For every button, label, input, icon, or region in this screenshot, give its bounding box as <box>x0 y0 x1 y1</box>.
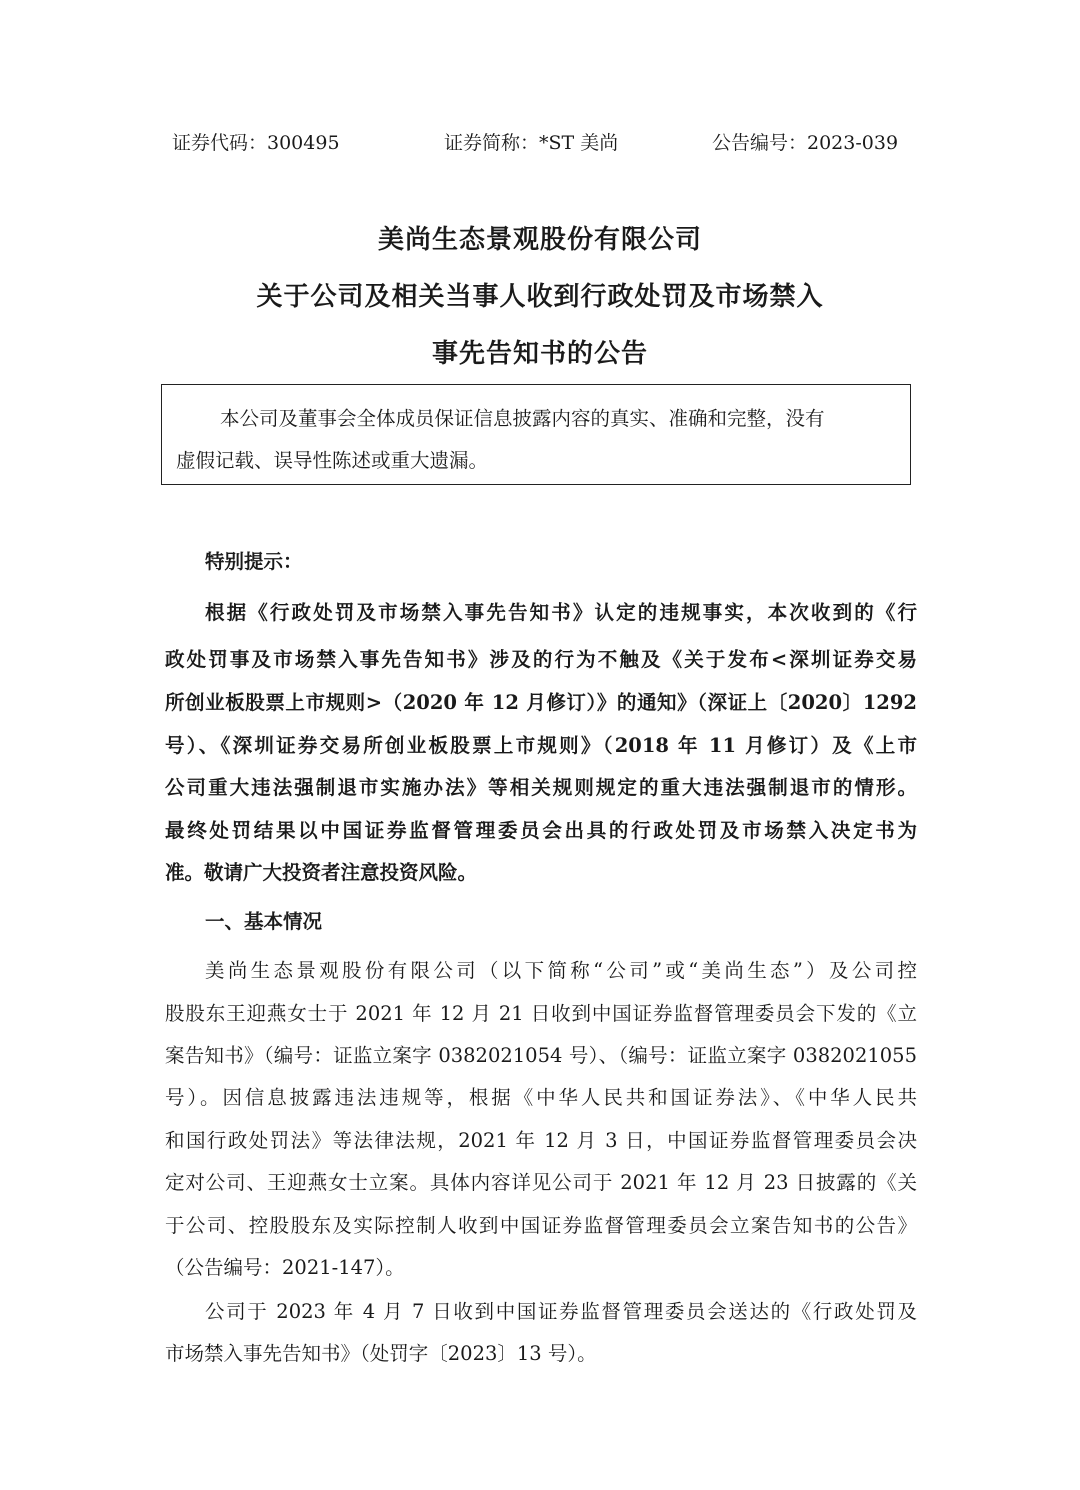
paragraph-line: 股股东王迎燕女士于 2021 年 12 月 21 日收到中国证券监督管理委员会下发的《立 <box>165 1002 917 1025</box>
section-heading: 一、基本情况 <box>205 910 323 933</box>
stock-name: 证券简称：*ST 美尚 <box>444 132 619 154</box>
notice-line: 虚假记载、误导性陈述或重大遗漏。 <box>176 449 489 472</box>
paragraph-line: 公司于 2023 年 4 月 7 日收到中国证券监督管理委员会送达的《行政处罚及 <box>205 1300 917 1323</box>
announcement-title-line2: 事先告知书的公告 <box>431 339 648 369</box>
paragraph-line: 市场禁入事先告知书》（处罚字〔2023〕13 号）。 <box>165 1342 597 1365</box>
paragraph-line: 定对公司、王迎燕女士立案。具体内容详见公司于 2021 年 12 月 23 日披露的《关 <box>165 1171 917 1194</box>
paragraph-line: 和国行政处罚法》等法律法规，2021 年 12 月 3 日，中国证券监督管理委员会决 <box>165 1129 917 1152</box>
notice-line: 本公司及董事会全体成员保证信息披露内容的真实、准确和完整，没有 <box>220 407 825 430</box>
announcement-title-line1: 关于公司及相关当事人收到行政处罚及市场禁入 <box>256 282 824 312</box>
special-notice-line: 所创业板股票上市规则>（2020 年 12 月修订）》的通知》（深证上〔2020〕1292 <box>165 691 917 714</box>
special-notice-line: 政处罚事及市场禁入事先告知书》涉及的行为不触及《关于发布<深圳证券交易 <box>165 648 917 671</box>
paragraph-line: （公告编号：2021-147）。 <box>165 1256 405 1279</box>
special-notice-line: 准。敬请广大投资者注意投资风险。 <box>165 861 478 884</box>
announcement-number: 公告编号：2023-039 <box>712 132 899 154</box>
paragraph-line: 美尚生态景观股份有限公司（以下简称“公司”或“美尚生态”）及公司控 <box>205 959 917 982</box>
stock-code: 证券代码：300495 <box>172 132 340 154</box>
special-notice-line: 公司重大违法强制退市实施办法》等相关规则规定的重大违法强制退市的情形。 <box>165 776 917 799</box>
document-header <box>0 128 1080 160</box>
disclosure-notice-box <box>161 384 911 485</box>
paragraph-line: 于公司、控股股东及实际控制人收到中国证券监督管理委员会立案告知书的公告》 <box>165 1214 917 1237</box>
special-notice-heading: 特别提示： <box>205 550 303 573</box>
paragraph-line: 号）。因信息披露违法违规等，根据《中华人民共和国证券法》、《中华人民共 <box>165 1086 917 1109</box>
special-notice-line: 最终处罚结果以中国证券监督管理委员会出具的行政处罚及市场禁入决定书为 <box>165 819 917 842</box>
special-notice-line: 根据《行政处罚及市场禁入事先告知书》认定的违规事实，本次收到的《行 <box>205 601 917 624</box>
paragraph-line: 案告知书》（编号：证监立案字 0382021054 号）、（编号：证监立案字 0382021055 <box>165 1044 917 1067</box>
company-title: 美尚生态景观股份有限公司 <box>377 225 702 255</box>
special-notice-line: 号）、《深圳证券交易所创业板股票上市规则》（2018 年 11 月修订）及《上市 <box>165 734 917 757</box>
